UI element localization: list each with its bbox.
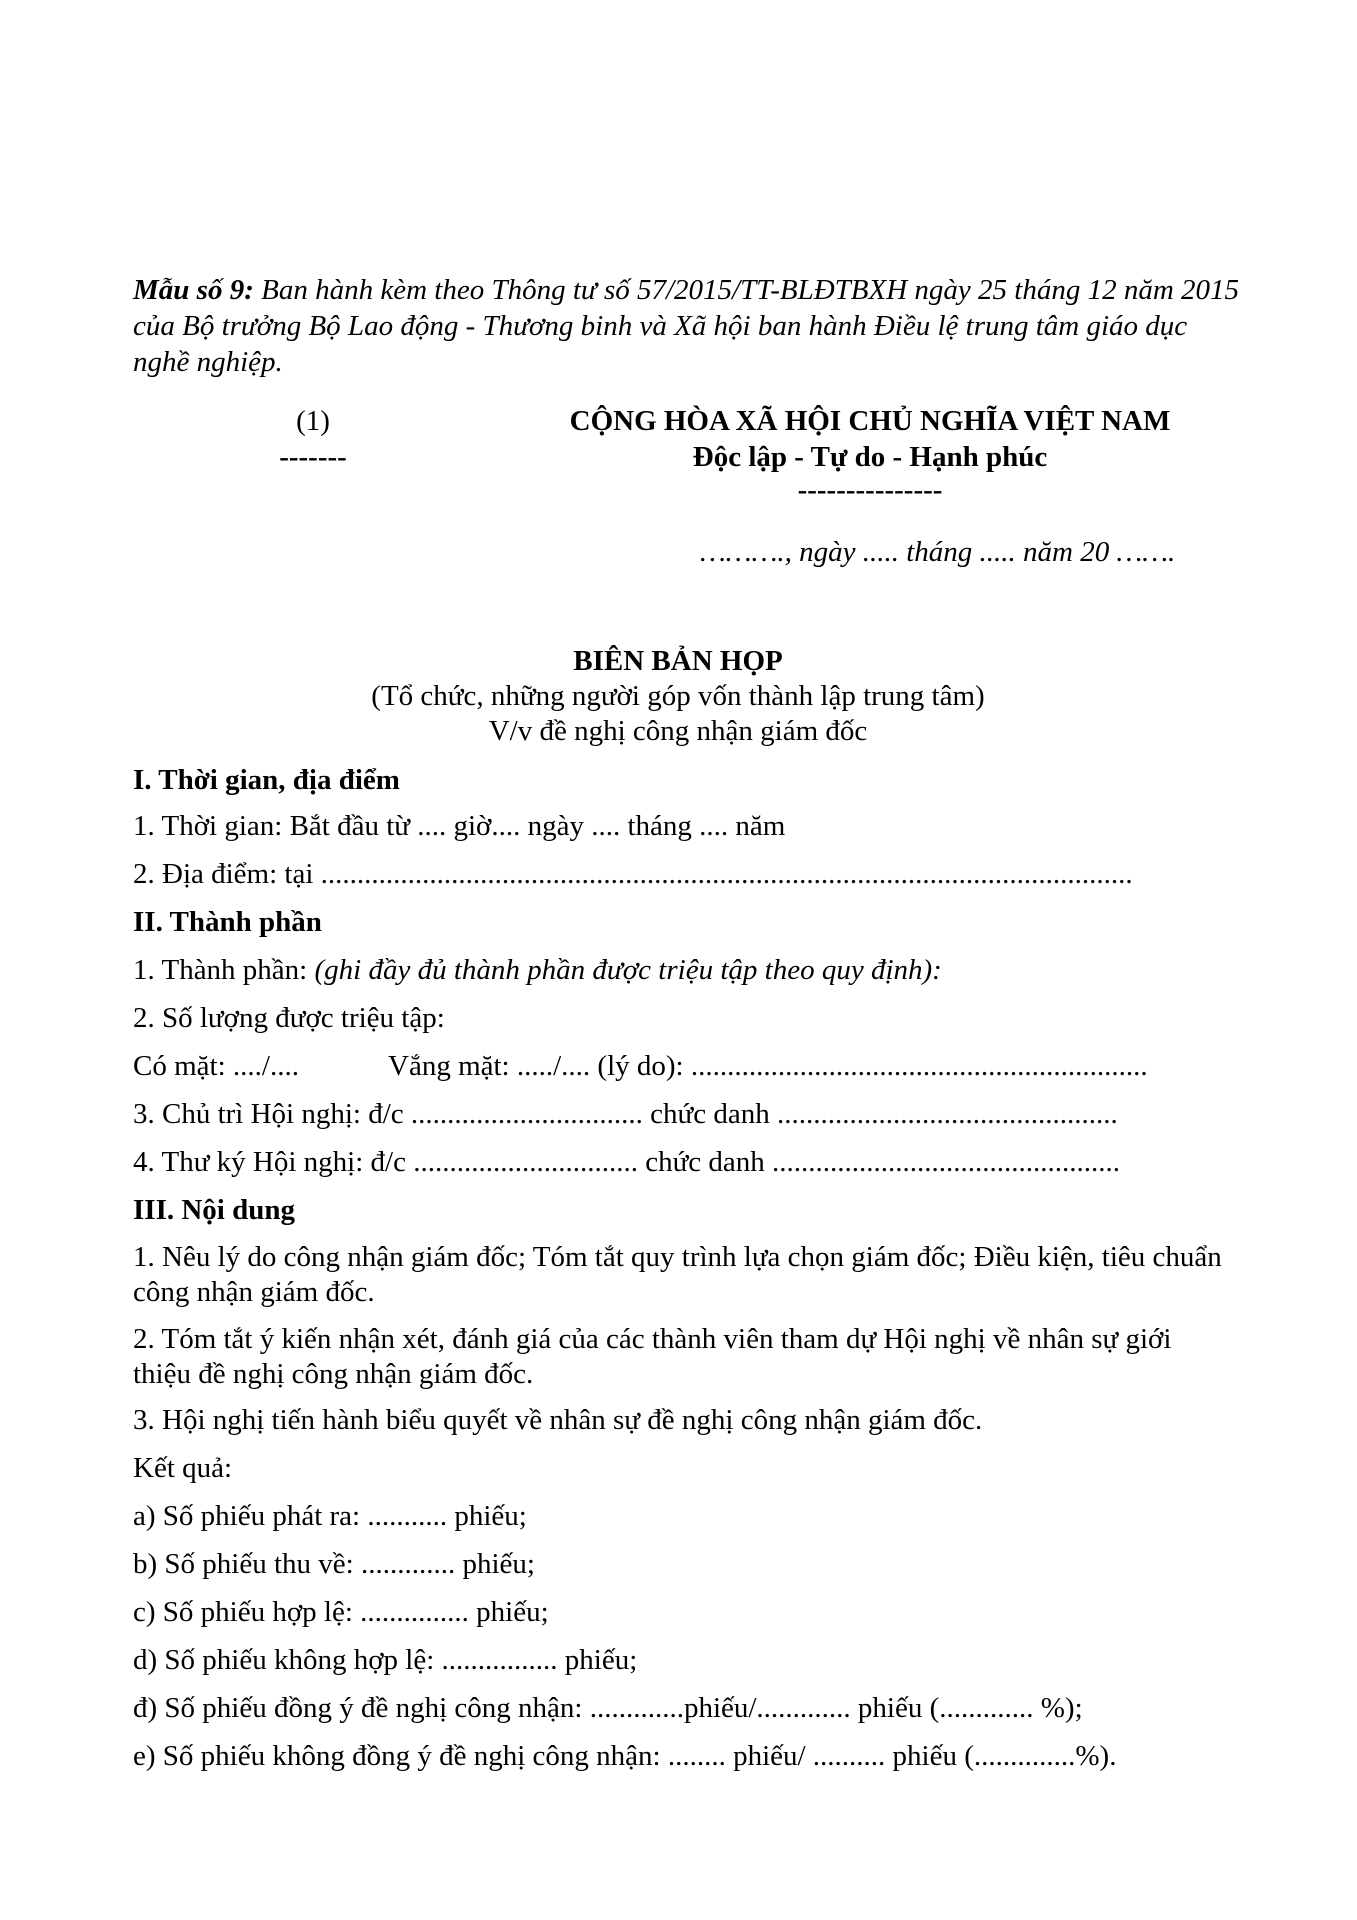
composition-label: 1. Thành phần: [133, 954, 315, 986]
org-placeholder: (1) [296, 405, 330, 437]
meeting-place-line: 2. Địa điểm: tại ................................................................................................................ [133, 858, 1133, 890]
result-agree: đ) Số phiếu đồng ý đề nghị công nhận: .............phiếu/............. phiếu (............. %); [133, 1692, 1083, 1724]
form-number-label: Mẫu số 9: [133, 274, 254, 306]
section-1-heading: I. Thời gian, địa điểm [133, 764, 400, 796]
chair-line: 3. Chủ trì Hội nghị: đ/c ................................ chức danh ............................................... [133, 1098, 1118, 1130]
intro-paragraph [133, 272, 1243, 380]
secretary-line: 4. Thư ký Hội nghị: đ/c ............................... chức danh ................................................ [133, 1146, 1121, 1178]
intro-text: Ban hành kèm theo Thông tư số 57/2015/TT-BLĐTBXH ngày 25 tháng 12 năm 2015 của Bộ trưởng Bộ Lao động - Thương binh và Xã hội ban hành Điều lệ trung tâm giáo dục nghề nghiệp. [133, 274, 1240, 378]
absent-count: Vắng mặt: ...../.... (lý do): ............................................................... [388, 1050, 1148, 1082]
section-3-heading: III. Nội dung [133, 1194, 295, 1226]
result-issued: a) Số phiếu phát ra: ........... phiếu; [133, 1500, 527, 1532]
result-invalid: d) Số phiếu không hợp lệ: ................ phiếu; [133, 1644, 638, 1676]
content-item-1: 1. Nêu lý do công nhận giám đốc; Tóm tắt quy trình lựa chọn giám đốc; Điều kiện, tiêu chuẩn công nhận giám đốc. [133, 1241, 1222, 1308]
content-item-2: 2. Tóm tắt ý kiến nhận xét, đánh giá của các thành viên tham dự Hội nghị về nhân sự giới thiệu đề nghị công nhận giám đốc. [133, 1323, 1172, 1390]
content-item-3: 3. Hội nghị tiến hành biểu quyết về nhân sự đề nghị công nhận giám đốc. [133, 1404, 983, 1436]
document-subtitle-2: V/v đề nghị công nhận giám đốc [488, 715, 868, 747]
result-label: Kết quả: [133, 1452, 233, 1484]
present-count: Có mặt: ..../.... [133, 1050, 299, 1082]
national-motto: Độc lập - Tự do - Hạnh phúc [692, 441, 1048, 473]
result-collected: b) Số phiếu thu về: ............. phiếu; [133, 1548, 535, 1580]
composition-line [133, 954, 942, 987]
org-rule: ------- [279, 441, 347, 473]
result-valid: c) Số phiếu hợp lệ: ............... phiếu; [133, 1596, 549, 1628]
attendance-line [133, 1050, 1148, 1083]
section-2-heading: II. Thành phần [133, 906, 322, 938]
composition-note: (ghi đầy đủ thành phần được triệu tập theo quy định): [314, 954, 942, 986]
date-line: ………., ngày ..... tháng ..... năm 20 ……. [700, 536, 1176, 568]
quantity-line: 2. Số lượng được triệu tập: [133, 1002, 445, 1034]
document-subtitle-1: (Tổ chức, những người góp vốn thành lập trung tâm) [371, 680, 985, 712]
document-title: BIÊN BẢN HỌP [573, 645, 783, 677]
result-disagree: e) Số phiếu không đồng ý đề nghị công nhận: ........ phiếu/ .......... phiếu (..............%). [133, 1740, 1117, 1772]
meeting-time-line: 1. Thời gian: Bắt đầu từ .... giờ.... ngày .... tháng .... năm [133, 810, 786, 842]
nation-name: CỘNG HÒA XÃ HỘI CHỦ NGHĨA VIỆT NAM [569, 405, 1171, 437]
motto-rule: --------------- [797, 474, 943, 506]
